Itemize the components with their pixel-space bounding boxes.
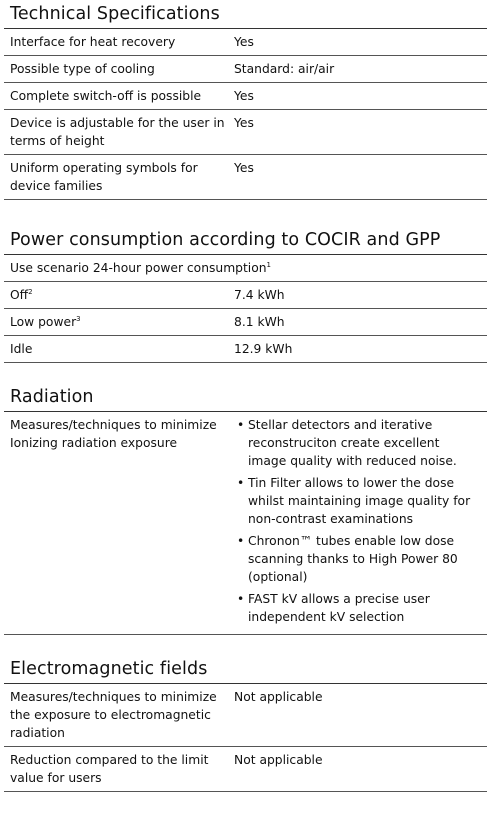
table-row xyxy=(4,336,487,363)
row-value: Not applicable xyxy=(234,690,323,704)
row-label: Complete switch-off is possible xyxy=(10,89,202,103)
table-row xyxy=(4,155,487,200)
row-value: 7.4 kWh xyxy=(234,288,285,302)
row-value: 8.1 kWh xyxy=(234,315,285,329)
table-row xyxy=(4,412,487,635)
table-row xyxy=(4,309,487,336)
section-title-technical: Technical Specifications xyxy=(4,0,487,29)
row-label: Device is adjustable for the user in terms of height xyxy=(10,116,225,148)
bullet-item: • FAST kV allows a precise user independent kV selection xyxy=(234,590,481,626)
row-label: Idle xyxy=(10,342,33,356)
bullet-item: • Chronon™ tubes enable low dose scanning thanks to High Power 80 (optional) xyxy=(234,532,481,586)
table-row xyxy=(4,684,487,747)
scenario-label: Use scenario 24-hour power consumption$^1$ xyxy=(10,260,272,275)
row-label: Measures/techniques to minimize Ionizing radiation exposure xyxy=(10,418,217,450)
table-row xyxy=(4,282,487,309)
row-value: Not applicable xyxy=(234,753,323,767)
row-value: 12.9 kWh xyxy=(234,342,293,356)
table-row xyxy=(4,83,487,110)
row-label: Measures/techniques to minimize the exposure to electromagnetic radiation xyxy=(10,690,217,740)
row-value: Yes xyxy=(234,116,254,130)
bullet-item: • Tin Filter allows to lower the dose whilst maintaining image quality for non-contrast examinations xyxy=(234,474,481,528)
table-row-scenario xyxy=(4,255,487,282)
row-label: Possible type of cooling xyxy=(10,62,155,76)
table-row xyxy=(4,747,487,792)
section-title-em: Electromagnetic fields xyxy=(4,655,487,684)
table-row xyxy=(4,56,487,83)
row-value: Yes xyxy=(234,89,254,103)
row-value xyxy=(232,412,487,634)
row-label: Reduction compared to the limit value for users xyxy=(10,753,209,785)
section-title-power: Power consumption according to COCIR and GPP xyxy=(4,226,487,255)
bullet-item: • Stellar detectors and iterative reconstruciton create excellent image quality with reduced noise. xyxy=(234,416,481,470)
row-label: Off$^2$ xyxy=(10,287,33,302)
section-title-radiation: Radiation xyxy=(4,383,487,412)
row-value: Yes xyxy=(234,161,254,175)
bullet-list xyxy=(234,416,481,626)
row-label: Low power$^3$ xyxy=(10,314,81,329)
row-label: Interface for heat recovery xyxy=(10,35,176,49)
table-row xyxy=(4,110,487,155)
row-label: Uniform operating symbols for device families xyxy=(10,161,198,193)
table-row xyxy=(4,29,487,56)
row-value: Yes xyxy=(234,35,254,49)
row-value: Standard: air/air xyxy=(234,62,335,76)
spec-sheet xyxy=(4,0,487,792)
